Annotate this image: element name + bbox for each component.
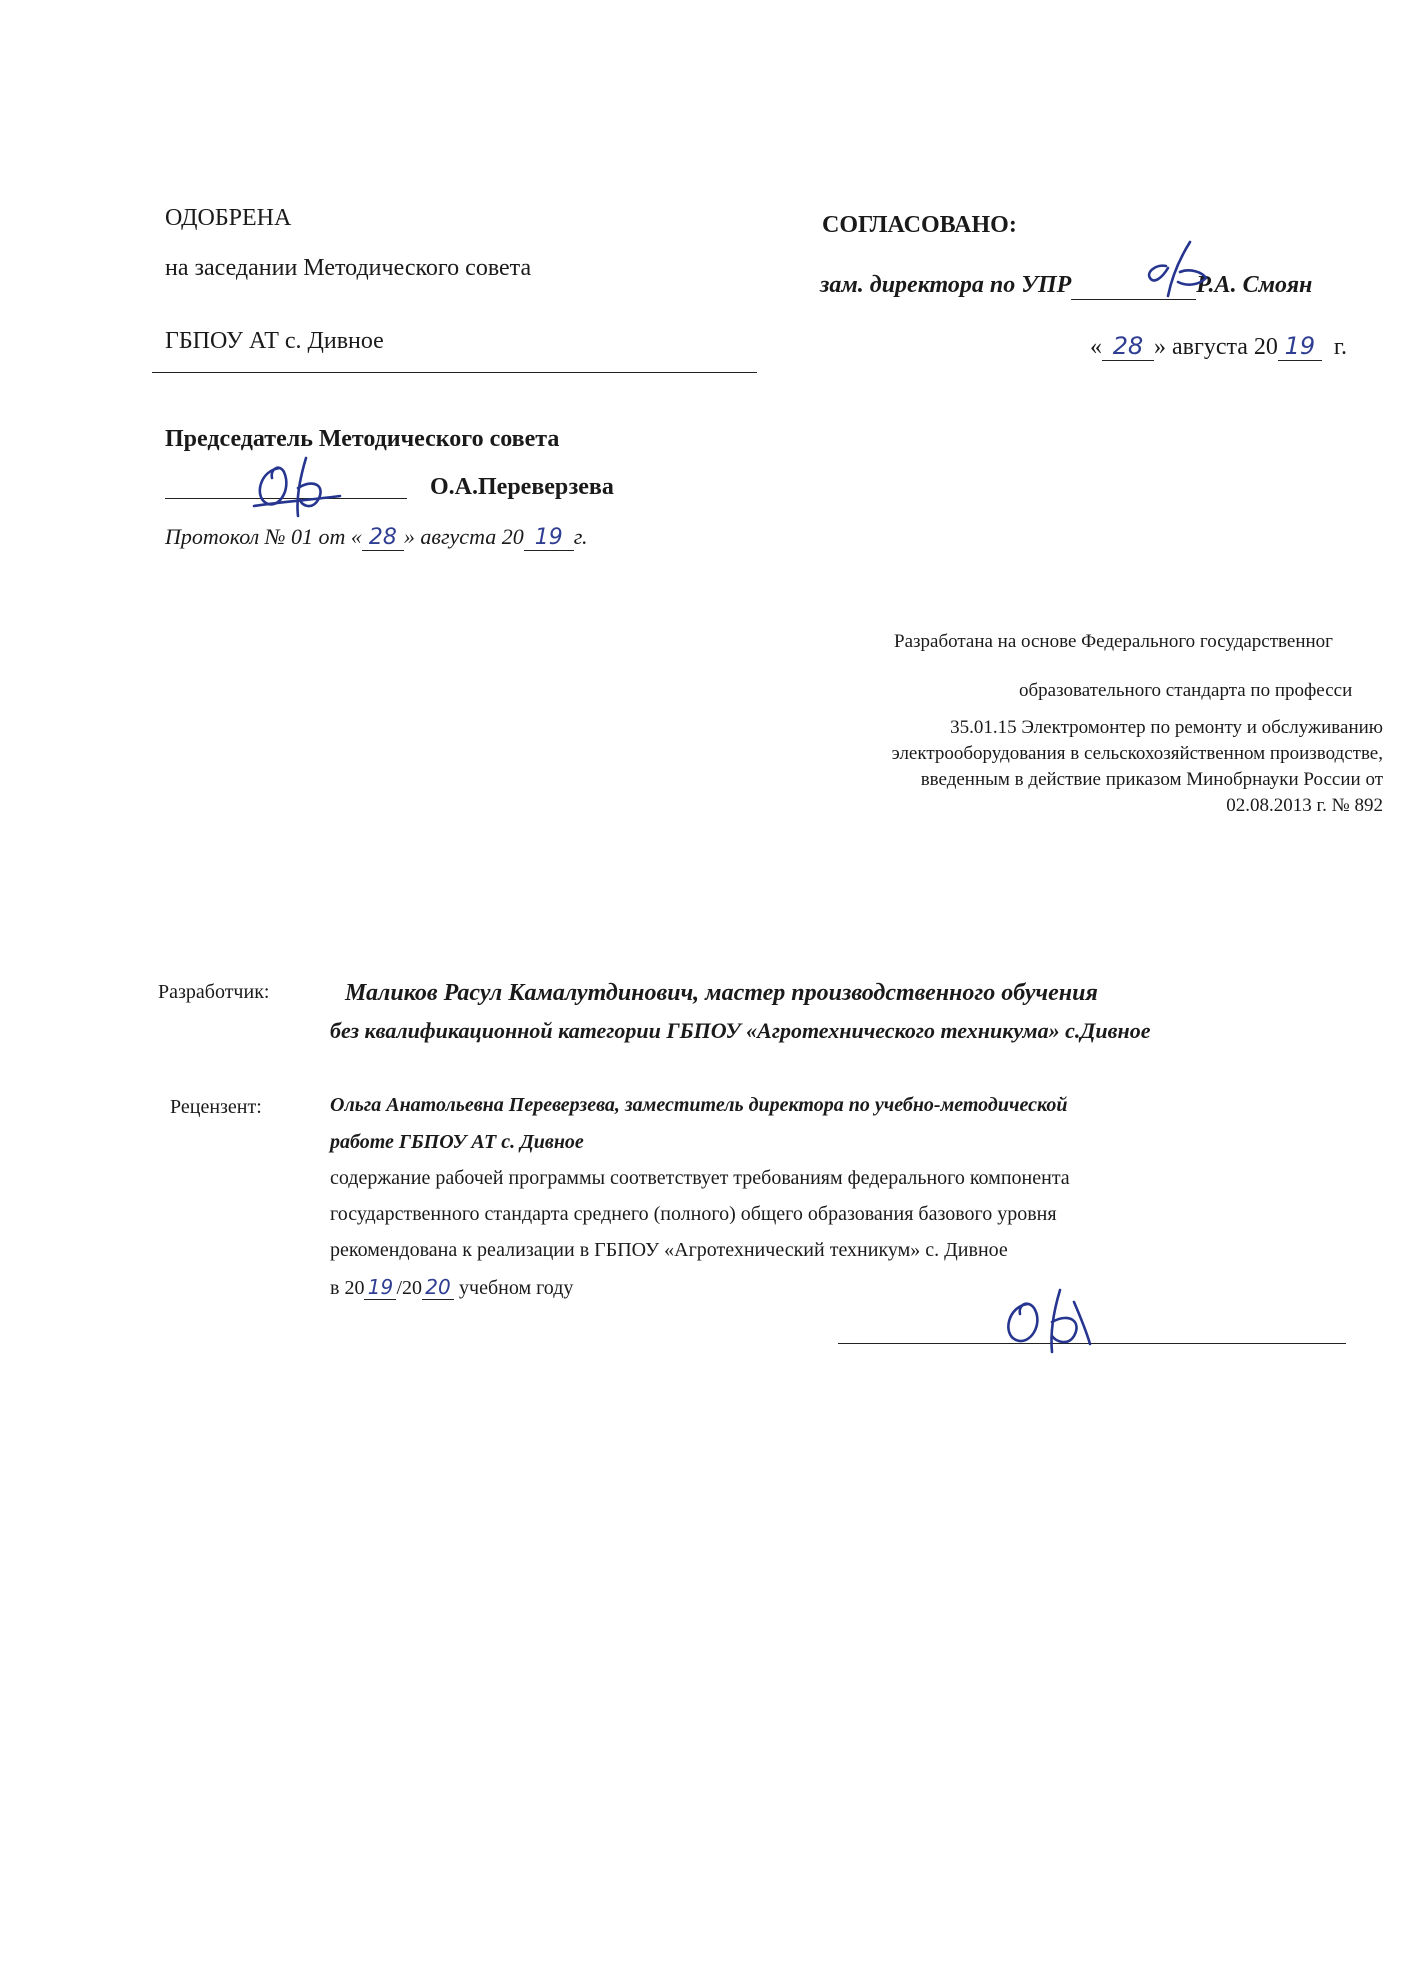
reviewer-line-4: государственного стандарта среднего (полного) общего образования базового уровня xyxy=(330,1203,1057,1225)
agreed-title: СОГЛАСОВАНО: xyxy=(822,212,1017,238)
reviewer-label: Рецензент: xyxy=(170,1096,262,1118)
developer-line-2: без квалификационной категории ГБПОУ «Агротехнического техникума» с.Дивное xyxy=(330,1018,1151,1043)
developer-label: Разработчик: xyxy=(158,981,270,1003)
protocol-day: 28 xyxy=(362,525,404,551)
chair-title: Председатель Методического совета xyxy=(165,426,560,452)
basis-line-1: Разработана на основе Федерального государственног xyxy=(894,631,1333,652)
protocol-line: Протокол № 01 от « 28 » августа 20 19 г. xyxy=(165,524,588,550)
agreed-year: 19 xyxy=(1278,332,1322,361)
agreed-day: 28 xyxy=(1102,332,1154,361)
basis-line-3: 35.01.15 Электромонтер по ремонту и обслуживанию xyxy=(950,717,1383,738)
academic-year-line: в 20 19 /20 20 учебном году xyxy=(330,1275,574,1299)
reviewer-signature xyxy=(990,1282,1110,1362)
deputy-signature xyxy=(1132,238,1222,308)
reviewer-line-1: Ольга Анатольевна Переверзева, заместитель директора по учебно-методической xyxy=(330,1094,1068,1116)
chair-signature xyxy=(240,448,350,528)
developer-line-1: Маликов Расул Камалутдинович, мастер производственного обучения xyxy=(345,980,1098,1006)
agreed-position-line: зам. директора по УПР Р.А. Смоян xyxy=(820,272,1313,298)
agreed-date-line: « 28 » августа 20 19 г. xyxy=(1090,332,1348,360)
chair-name: О.А.Переверзева xyxy=(430,474,614,500)
basis-line-5: введенным в действие приказом Минобрнауки России от xyxy=(920,769,1383,790)
reviewer-line-2: работе ГБПОУ АТ с. Дивное xyxy=(330,1131,584,1153)
basis-line-2: образовательного стандарта по професси xyxy=(1019,680,1353,701)
approved-council-line: на заседании Методического совета xyxy=(165,255,532,281)
basis-line-4: электрооборудования в сельскохозяйственном производстве, xyxy=(891,743,1383,764)
protocol-year: 19 xyxy=(524,525,574,551)
approved-institution-line: ГБПОУ АТ с. Дивное xyxy=(165,328,384,354)
approved-divider xyxy=(152,372,757,373)
academic-year-b: 20 xyxy=(422,1275,454,1300)
reviewer-line-5: рекомендована к реализации в ГБПОУ «Агротехнический техникум» с. Дивное xyxy=(330,1239,1008,1261)
basis-line-6: 02.08.2013 г. № 892 xyxy=(1226,795,1383,816)
approved-title: ОДОБРЕНА xyxy=(165,205,292,231)
academic-year-a: 19 xyxy=(364,1275,396,1300)
reviewer-line-3: содержание рабочей программы соответствует требованиям федерального компонента xyxy=(330,1167,1070,1189)
